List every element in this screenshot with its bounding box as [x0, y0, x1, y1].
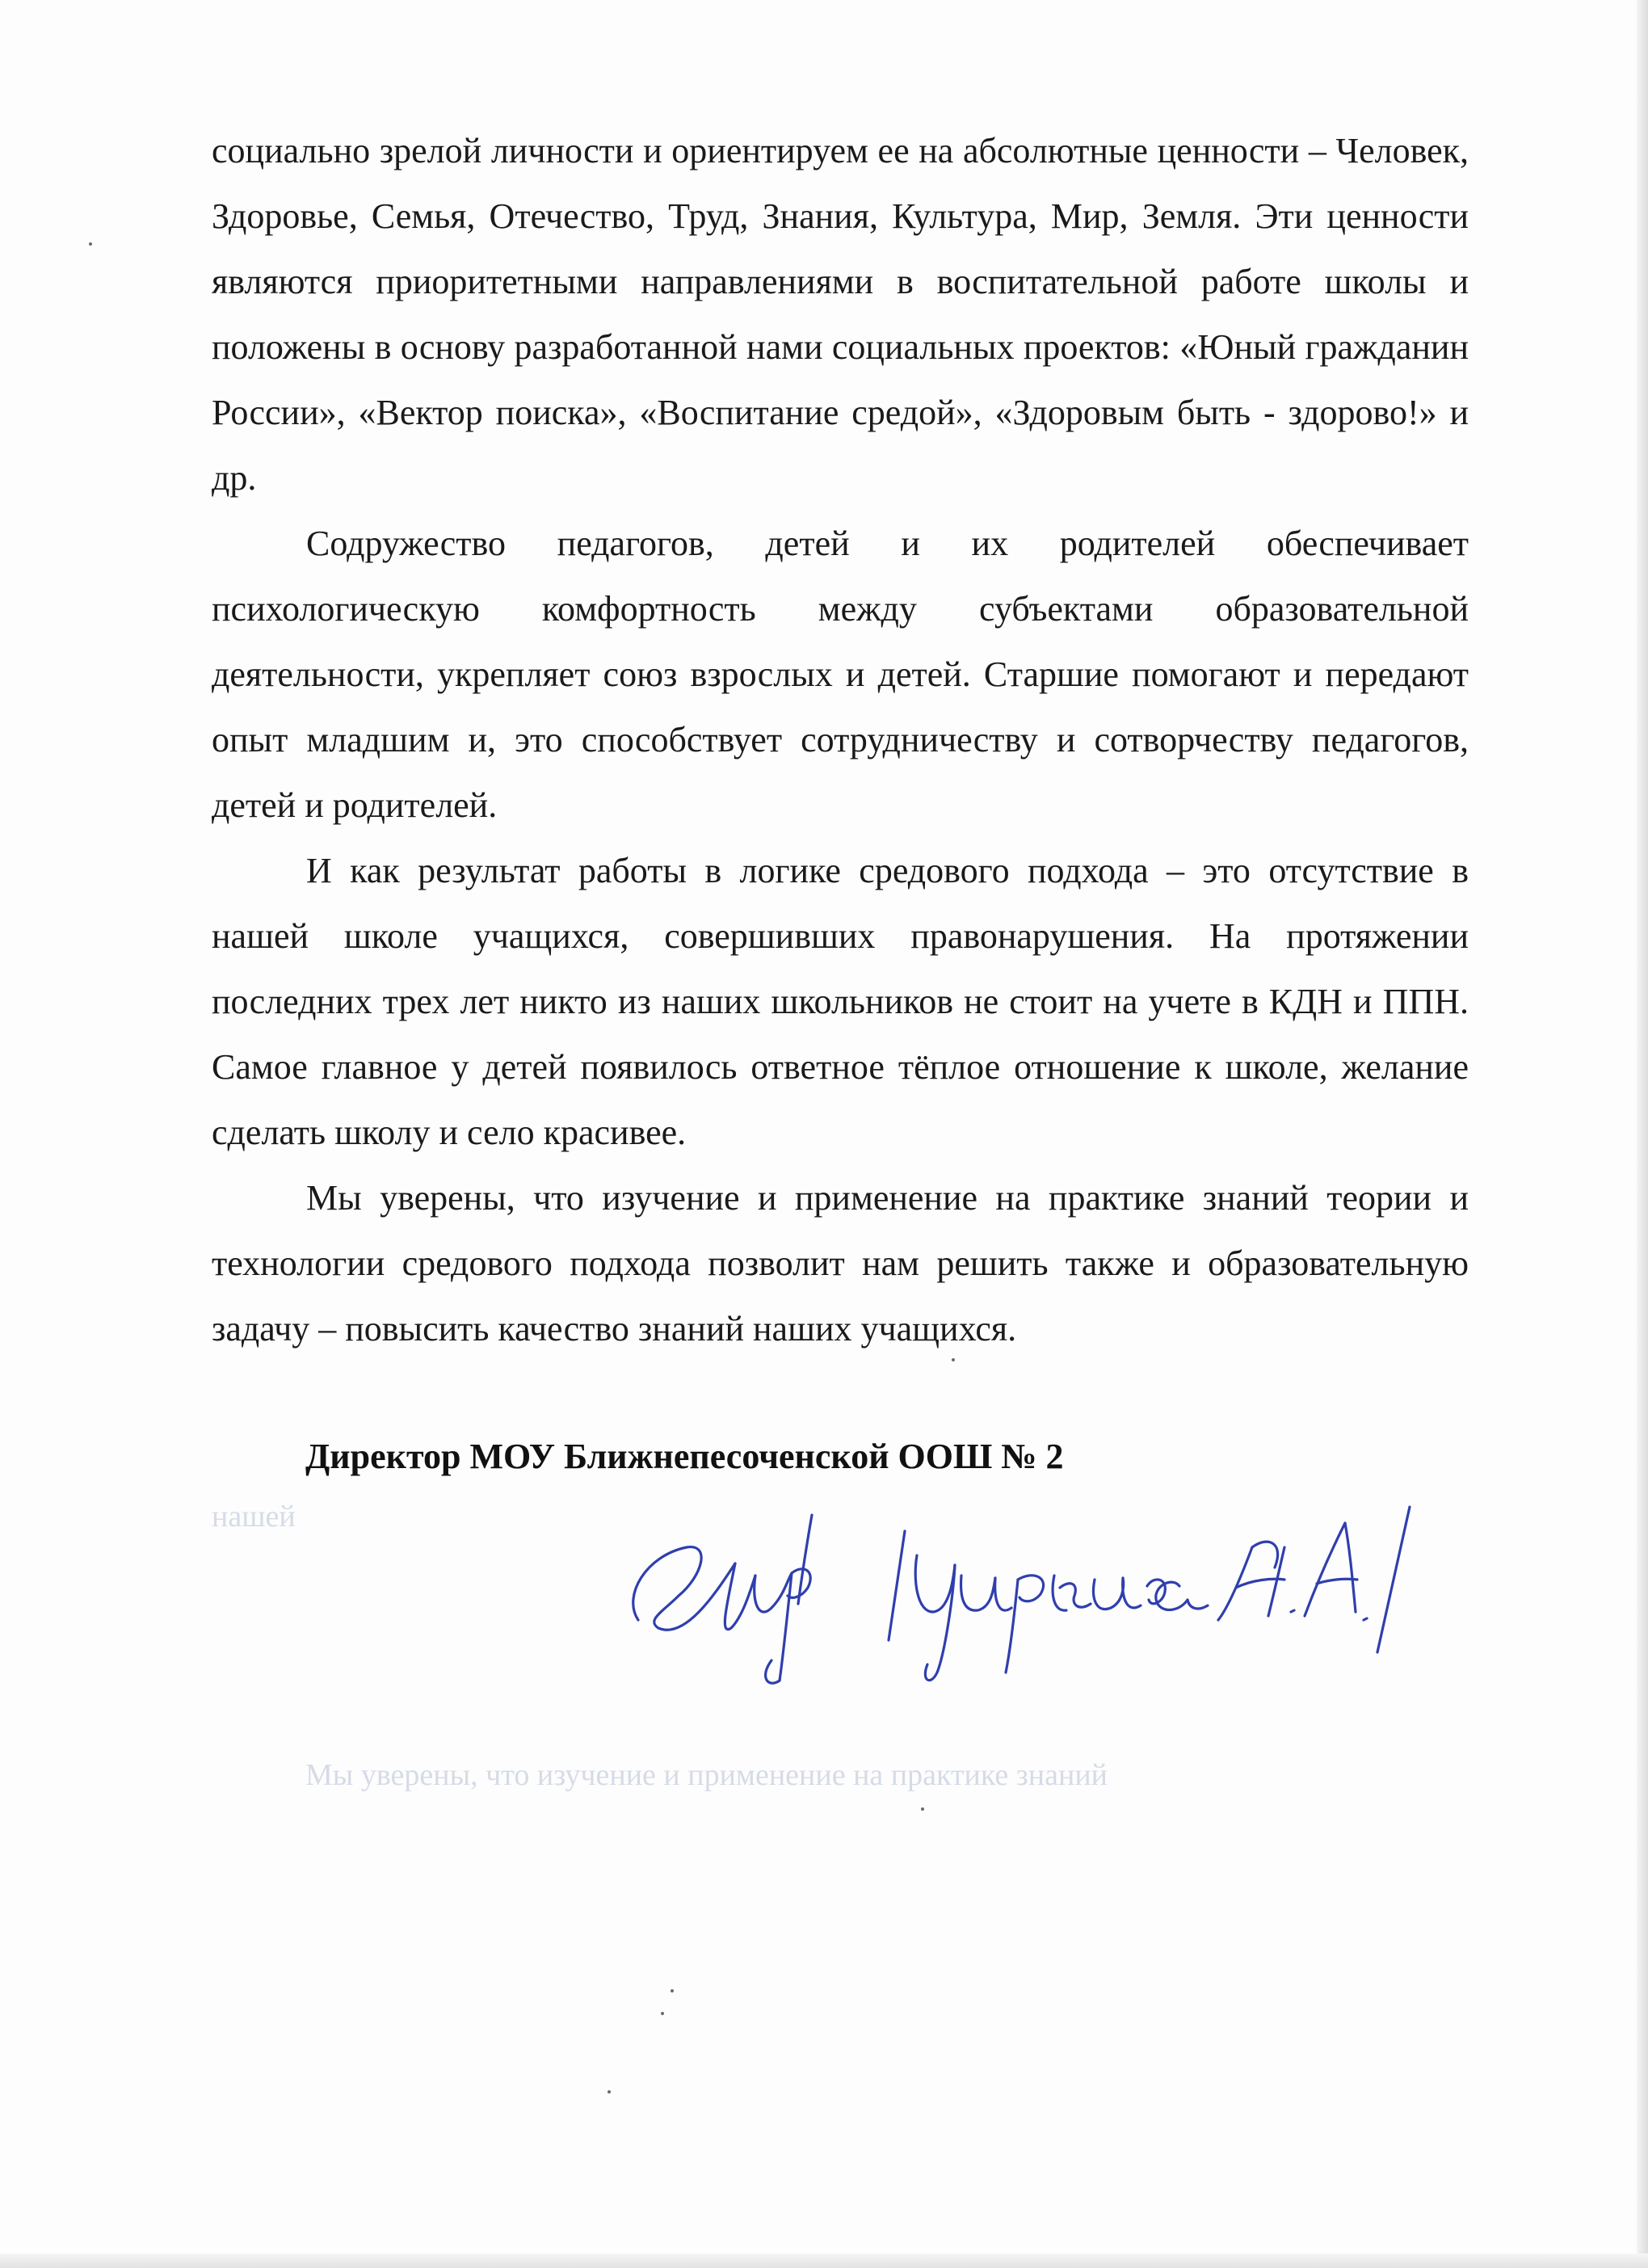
scan-speck	[671, 1989, 674, 1992]
handwritten-signature	[614, 1499, 1430, 1693]
body-text	[212, 118, 1469, 1361]
scan-speck	[89, 242, 92, 246]
scan-speck	[607, 2090, 611, 2093]
signature-title: Директор МОУ Ближнепесоченской ООШ № 2	[305, 1437, 1064, 1476]
scan-speck	[661, 2012, 664, 2015]
paragraph: И как результат работы в логике средового подхода – это отсутствие в нашей школе учащихся, совершивших правонарушения. На протяжении последних трех лет никто из наших школьников не стоит на учете в КДН и ППН. Самое главное у детей появилось ответное тёплое отношение к школе, желание сделать школу и село красивее.	[212, 851, 1469, 1152]
bleed-through-text: нашей	[212, 1500, 296, 1534]
scan-edge-bottom	[0, 2253, 1648, 2268]
scan-speck	[921, 1807, 924, 1811]
paragraph: Содружество педагогов, детей и их родителей обеспечивает психологическую комфортность между субъектами образовательной деятельности, укрепляет союз взрослых и детей. Старшие помогают и передают опыт младшим и, это способствует сотрудничеству и сотворчеству педагогов, детей и родителей.	[212, 524, 1469, 825]
bleed-through-text: Мы уверены, что изучение и применение на практике знаний	[305, 1758, 1108, 1792]
scan-edge-right	[1637, 0, 1648, 2268]
paragraph: социально зрелой личности и ориентируем ее на абсолютные ценности – Человек, Здоровье, Семья, Отечество, Труд, Знания, Культура, Мир, Земля. Эти ценности являются приоритетными направлениями в воспитательной работе школы и положены в основу разработанной нами социальных проектов: «Юный гражданин России», «Вектор поиска», «Воспитание средой», «Здоровым быть - здорово!» и др.	[212, 131, 1469, 498]
paragraph: Мы уверены, что изучение и применение на практике знаний теории и технологии средового подхода позволит нам решить также и образовательную задачу – повысить качество знаний наших учащихся.	[212, 1178, 1469, 1349]
scan-speck	[952, 1358, 955, 1361]
